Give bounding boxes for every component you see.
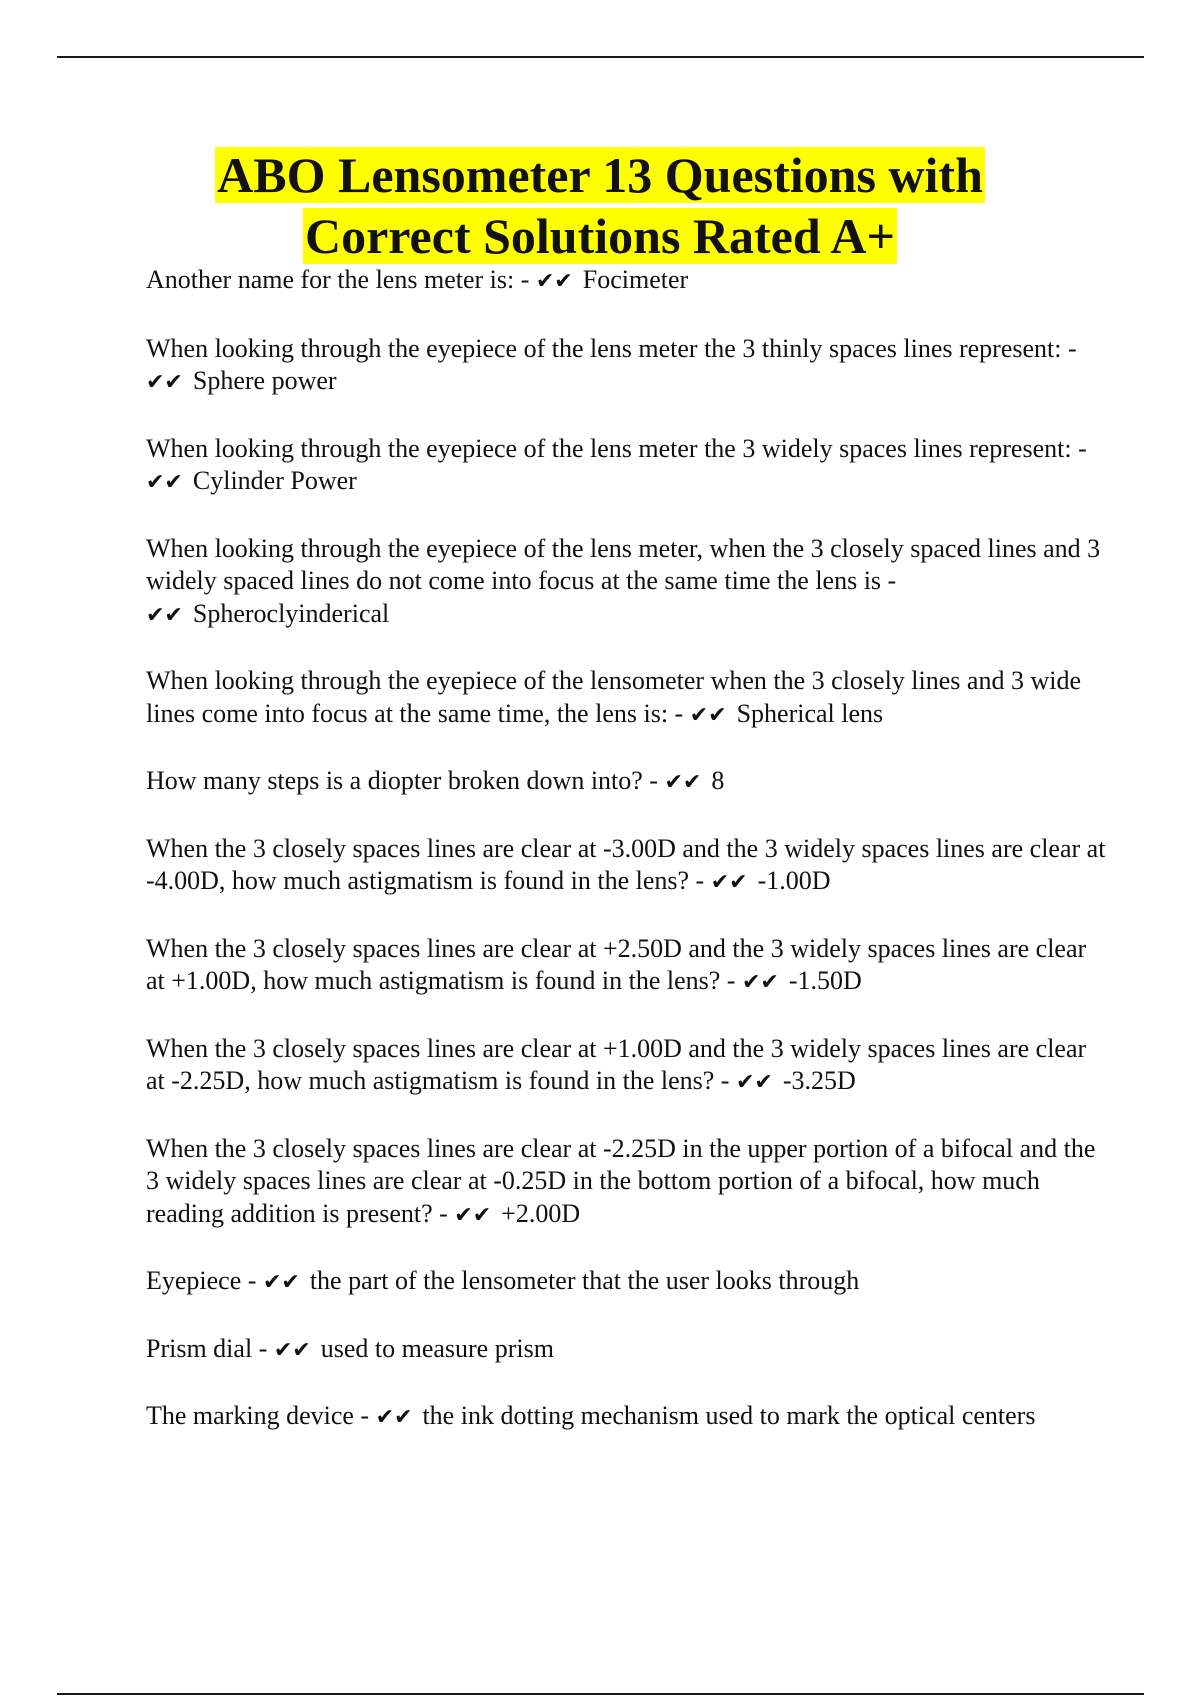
qa-list xyxy=(146,264,1106,1468)
double-check-icon: ✔✔ xyxy=(741,970,779,995)
double-check-icon: ✔✔ xyxy=(375,1405,413,1430)
title-line-2: Correct Solutions Rated A+ xyxy=(304,208,896,264)
qa-item xyxy=(146,264,1106,299)
question-text: When looking through the eyepiece of the lensometer when the 3 closely lines and 3 wide lines come into focus at the same time, the lens is: - xyxy=(146,666,1081,728)
answer-text: used to measure prism xyxy=(320,1333,554,1363)
question-text: Eyepiece - xyxy=(146,1266,257,1295)
qa-item xyxy=(146,533,1106,633)
double-check-icon: ✔✔ xyxy=(146,370,183,395)
double-check-icon: ✔✔ xyxy=(710,870,748,895)
answer-text: -1.00D xyxy=(757,866,831,895)
question-text: Prism dial - xyxy=(146,1333,268,1363)
double-check-icon: ✔✔ xyxy=(689,702,727,728)
question-text: When looking through the eyepiece of the lens meter, when the 3 closely spaced lines and 3 widely spaced lines do not come into focus at the same time the lens is - xyxy=(146,533,1101,595)
qa-item xyxy=(146,833,1106,900)
question-text: When the 3 closely spaces lines are clear at -2.25D in the upper portion of a bifocal and the 3 widely spaces lines are clear at -0.25D in the bottom portion of a bifocal, how much reading addition is present? - xyxy=(146,1133,1096,1228)
answer-text: the part of the lensometer that the user looks through xyxy=(309,1266,860,1295)
qa-item xyxy=(146,1033,1106,1100)
question-text: Another name for the lens meter is: - xyxy=(146,265,530,294)
double-check-icon: ✔✔ xyxy=(273,1337,311,1363)
answer-text: Spheroclyinderical xyxy=(192,598,390,628)
question-text: How many steps is a diopter broken down into? - xyxy=(146,766,658,795)
answer-text: the ink dotting mechanism used to mark the optical centers xyxy=(422,1401,1036,1430)
qa-item xyxy=(146,1333,1106,1368)
double-check-icon: ✔✔ xyxy=(454,1202,492,1228)
title-line-1: ABO Lensometer 13 Questions with xyxy=(217,147,983,203)
qa-item xyxy=(146,933,1106,1000)
qa-item xyxy=(146,433,1106,500)
qa-item xyxy=(146,1133,1106,1233)
bottom-rule xyxy=(57,1693,1144,1695)
question-text: When the 3 closely spaces lines are clear at +2.50D and the 3 widely spaces lines are clear at +1.00D, how much astigmatism is found in the lens? - xyxy=(146,933,1087,995)
double-check-icon: ✔✔ xyxy=(262,1270,300,1295)
answer-text: Focimeter xyxy=(582,265,689,294)
question-text: When looking through the eyepiece of the lens meter the 3 thinly spaces lines represent: - xyxy=(146,333,1077,363)
answer-text: +2.00D xyxy=(501,1198,581,1228)
qa-item xyxy=(146,765,1106,800)
top-rule xyxy=(57,56,1144,58)
qa-item xyxy=(146,1265,1106,1300)
double-check-icon: ✔✔ xyxy=(735,1070,773,1095)
double-check-icon: ✔✔ xyxy=(664,770,702,795)
qa-item xyxy=(146,333,1106,400)
answer-text: Sphere power xyxy=(192,366,337,395)
qa-item xyxy=(146,1400,1106,1435)
answer-text: -1.50D xyxy=(788,966,862,995)
answer-text: -3.25D xyxy=(782,1066,856,1095)
answer-text: Spherical lens xyxy=(736,698,884,728)
double-check-icon: ✔✔ xyxy=(146,602,183,628)
answer-text: 8 xyxy=(711,766,725,795)
question-text: When the 3 closely spaces lines are clear at -3.00D and the 3 widely spaces lines are clear at -4.00D, how much astigmatism is found in the lens? - xyxy=(146,833,1106,895)
double-check-icon: ✔✔ xyxy=(146,470,183,495)
question-text: When the 3 closely spaces lines are clear at +1.00D and the 3 widely spaces lines are clear at -2.25D, how much astigmatism is found in the lens? - xyxy=(146,1033,1087,1095)
question-text: The marking device - xyxy=(146,1401,370,1430)
double-check-icon: ✔✔ xyxy=(535,269,573,294)
document-title xyxy=(0,145,1200,267)
question-text: When looking through the eyepiece of the lens meter the 3 widely spaces lines represent: - xyxy=(146,433,1087,463)
answer-text: Cylinder Power xyxy=(192,466,357,495)
qa-item xyxy=(146,665,1106,732)
